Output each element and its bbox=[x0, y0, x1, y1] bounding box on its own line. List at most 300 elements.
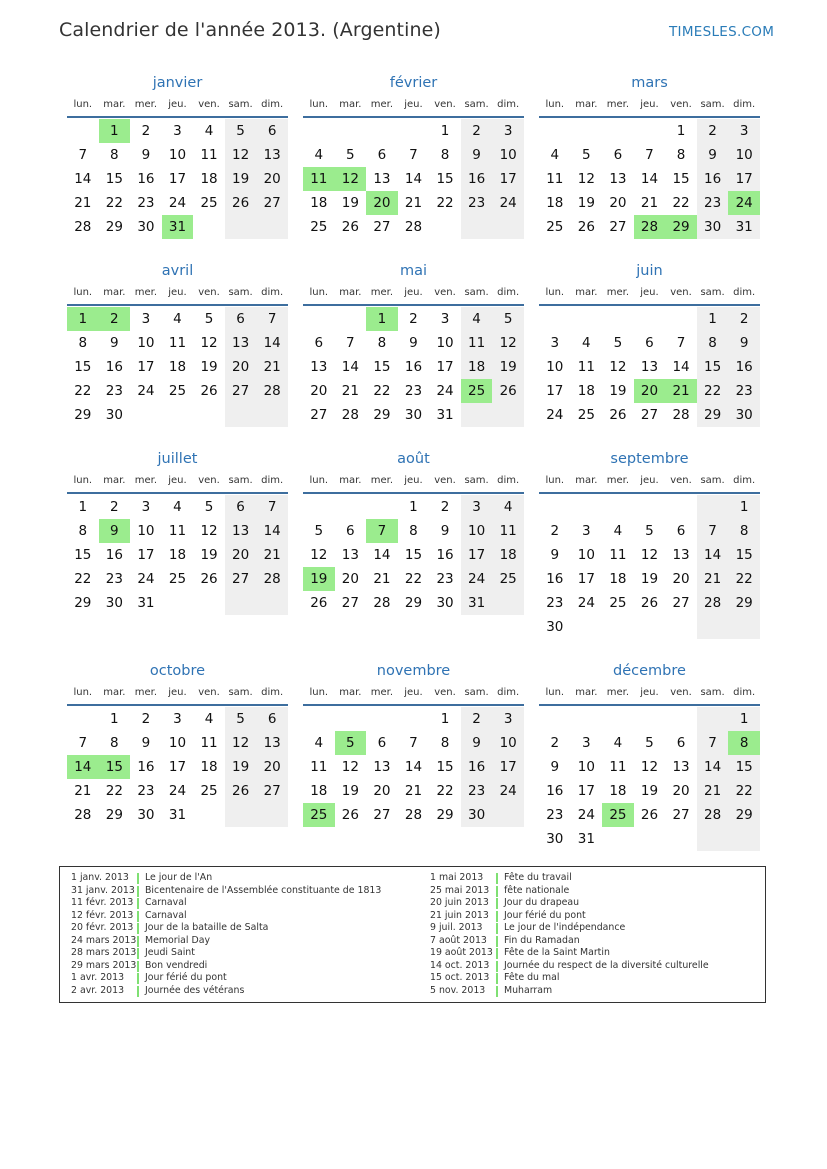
empty-cell bbox=[398, 707, 430, 731]
weekday-header bbox=[539, 282, 760, 304]
day-cell: 23 bbox=[461, 779, 493, 803]
month-name: septembre bbox=[610, 451, 689, 467]
day-cell: 12 bbox=[200, 335, 218, 351]
empty-cell bbox=[602, 707, 634, 731]
day-cell: 25 bbox=[577, 407, 595, 423]
weekday-label: mer. bbox=[370, 287, 394, 298]
empty-cell bbox=[303, 707, 335, 731]
day-cell: 26 bbox=[200, 383, 218, 399]
day-cell: 21 bbox=[74, 195, 92, 211]
weekday-label: mer. bbox=[134, 475, 158, 486]
day-cell: 30 bbox=[137, 219, 155, 235]
legend-holiday-name: Jour de la bataille de Salta bbox=[145, 922, 269, 933]
legend-holiday-name: Fête du mal bbox=[504, 972, 560, 983]
empty-cell bbox=[335, 307, 367, 331]
day-cell: 13 bbox=[341, 547, 359, 563]
day-cell: 4 bbox=[582, 335, 591, 351]
day-cell: 22 bbox=[74, 383, 92, 399]
day-cell: 26 bbox=[310, 595, 328, 611]
weekday-label: lun. bbox=[545, 99, 565, 110]
day-cell: 26 bbox=[609, 407, 627, 423]
day-cell: 10 bbox=[168, 147, 187, 163]
legend-marker bbox=[137, 923, 139, 934]
month-name: novembre bbox=[376, 663, 451, 679]
day-cell: 21 bbox=[404, 783, 423, 799]
month-name: juin bbox=[636, 263, 663, 279]
day-cell: 19 bbox=[640, 783, 659, 799]
legend-row bbox=[430, 910, 709, 923]
day-cell: 11 bbox=[303, 167, 335, 191]
day-cell: 19 bbox=[225, 755, 257, 779]
day-cell: 20 bbox=[672, 571, 690, 587]
day-cell: 12 bbox=[225, 731, 257, 755]
weekday-label: dim. bbox=[733, 287, 756, 298]
empty-cell bbox=[492, 803, 524, 827]
day-cell: 3 bbox=[173, 123, 182, 139]
weekday-header bbox=[303, 470, 524, 492]
day-cell: 23 bbox=[137, 195, 155, 211]
day-cell: 24 bbox=[137, 571, 155, 587]
day-cell: 27 bbox=[373, 807, 391, 823]
header-rule bbox=[303, 304, 524, 306]
day-cell: 27 bbox=[373, 219, 391, 235]
day-cell: 28 bbox=[404, 219, 423, 235]
legend-date: 5 nov. 2013 bbox=[430, 984, 486, 996]
day-cell: 3 bbox=[141, 499, 151, 515]
empty-cell bbox=[398, 119, 430, 143]
day-cell: 16 bbox=[697, 167, 729, 191]
day-cell: 18 bbox=[461, 355, 493, 379]
day-cell: 28 bbox=[697, 803, 729, 827]
day-cell: 20 bbox=[225, 543, 257, 567]
day-cell: 6 bbox=[676, 523, 686, 539]
day-cell: 11 bbox=[609, 759, 627, 775]
day-cell: 17 bbox=[492, 755, 524, 779]
weekday-label: ven. bbox=[434, 475, 456, 486]
legend-marker bbox=[496, 961, 498, 972]
empty-cell bbox=[634, 495, 666, 519]
day-cell: 9 bbox=[141, 735, 151, 751]
empty-cell bbox=[303, 307, 335, 331]
day-cell: 24 bbox=[168, 783, 187, 799]
legend-holiday-name: Fête du travail bbox=[504, 872, 572, 883]
day-cell: 17 bbox=[577, 783, 595, 799]
legend-marker bbox=[496, 873, 498, 884]
day-cell: 8 bbox=[110, 735, 119, 751]
day-cell: 5 bbox=[335, 731, 367, 755]
weekday-label: lun. bbox=[309, 475, 329, 486]
legend-date: 1 mai 2013 bbox=[430, 872, 484, 883]
day-cell: 11 bbox=[310, 759, 328, 775]
weekday-label: ven. bbox=[670, 287, 692, 298]
day-cell: 27 bbox=[256, 191, 288, 215]
weekday-label: mar. bbox=[575, 687, 598, 698]
day-cell: 9 bbox=[409, 335, 418, 351]
weekday-label: dim. bbox=[497, 287, 520, 298]
weekday-label: mar. bbox=[575, 99, 598, 110]
day-cell: 7 bbox=[256, 495, 288, 519]
day-cell: 9 bbox=[440, 523, 450, 539]
day-cell: 10 bbox=[168, 735, 187, 751]
weekday-label: mer. bbox=[606, 99, 630, 110]
day-cell: 21 bbox=[373, 571, 391, 587]
weekday-label: mar. bbox=[339, 687, 362, 698]
legend-holiday-name: Carnaval bbox=[145, 897, 187, 908]
day-cell: 28 bbox=[634, 215, 666, 239]
empty-cell bbox=[634, 307, 666, 331]
empty-cell bbox=[697, 495, 729, 519]
day-cell: 8 bbox=[78, 523, 88, 539]
legend-date: 12 févr. 2013 bbox=[71, 909, 134, 921]
day-cell: 20 bbox=[256, 755, 288, 779]
day-cell: 19 bbox=[640, 571, 659, 587]
day-cell: 9 bbox=[728, 331, 760, 355]
day-cell: 3 bbox=[550, 335, 560, 351]
weekday-label: dim. bbox=[261, 687, 284, 698]
day-cell: 14 bbox=[672, 359, 690, 375]
day-cell: 25 bbox=[200, 783, 218, 799]
weekday-label: mar. bbox=[575, 287, 598, 298]
day-cell: 29 bbox=[105, 807, 123, 823]
day-cell: 16 bbox=[461, 167, 493, 191]
day-cell: 22 bbox=[697, 379, 729, 403]
day-cell: 6 bbox=[377, 735, 387, 751]
day-cell: 27 bbox=[310, 407, 328, 423]
day-cell: 14 bbox=[404, 759, 423, 775]
day-cell: 1 bbox=[728, 495, 760, 519]
day-cell: 4 bbox=[173, 499, 182, 515]
day-cell: 20 bbox=[672, 783, 690, 799]
empty-cell bbox=[67, 119, 99, 143]
month-8 bbox=[539, 448, 760, 660]
day-cell: 30 bbox=[105, 407, 123, 423]
day-cell: 6 bbox=[377, 147, 387, 163]
legend-marker bbox=[137, 986, 139, 997]
empty-cell bbox=[335, 119, 367, 143]
day-cell: 25 bbox=[168, 571, 187, 587]
day-cell: 25 bbox=[546, 219, 564, 235]
legend-marker bbox=[137, 936, 139, 947]
day-cell: 7 bbox=[366, 519, 398, 543]
day-cell: 17 bbox=[137, 359, 155, 375]
empty-cell bbox=[256, 803, 288, 827]
day-cell: 23 bbox=[404, 383, 423, 399]
weekday-label: ven. bbox=[670, 475, 692, 486]
day-cell: 11 bbox=[461, 331, 493, 355]
day-cell: 20 bbox=[634, 379, 666, 403]
legend-date: 29 mars 2013 bbox=[71, 959, 137, 971]
day-cell: 3 bbox=[492, 707, 524, 731]
day-cell: 19 bbox=[341, 195, 359, 211]
legend-date: 9 juil. 2013 bbox=[430, 922, 483, 933]
weekday-label: mer. bbox=[134, 687, 158, 698]
legend-row bbox=[430, 897, 709, 910]
day-cell: 2 bbox=[697, 119, 729, 143]
legend-row bbox=[71, 885, 381, 898]
legend-holiday-name: Jour férié du pont bbox=[145, 972, 227, 983]
weekday-label: jeu. bbox=[640, 687, 659, 698]
day-cell: 16 bbox=[461, 755, 493, 779]
month-name: avril bbox=[161, 263, 194, 279]
day-cell: 5 bbox=[204, 499, 214, 515]
day-cell: 15 bbox=[74, 359, 92, 375]
weekday-label: ven. bbox=[198, 287, 220, 298]
day-cell: 17 bbox=[168, 171, 187, 187]
day-cell: 30 bbox=[697, 215, 729, 239]
day-cell: 26 bbox=[341, 219, 359, 235]
day-cell: 20 bbox=[341, 571, 359, 587]
legend-date: 25 mai 2013 bbox=[430, 884, 490, 896]
day-cell: 2 bbox=[141, 711, 151, 727]
day-cell: 29 bbox=[728, 803, 760, 827]
day-cell: 9 bbox=[99, 519, 131, 543]
day-cell: 30 bbox=[461, 803, 493, 827]
day-cell: 12 bbox=[640, 759, 659, 775]
day-cell: 1 bbox=[440, 711, 450, 727]
day-cell: 12 bbox=[609, 359, 627, 375]
day-cell: 12 bbox=[492, 331, 524, 355]
day-cell: 29 bbox=[74, 595, 92, 611]
weekday-label: jeu. bbox=[404, 687, 423, 698]
day-cell: 15 bbox=[99, 755, 131, 779]
month-4 bbox=[303, 260, 524, 448]
day-cell: 2 bbox=[550, 523, 560, 539]
weekday-label: dim. bbox=[261, 475, 284, 486]
day-cell: 16 bbox=[404, 359, 423, 375]
month-0 bbox=[67, 72, 288, 260]
weekday-label: mer. bbox=[134, 287, 158, 298]
day-cell: 18 bbox=[310, 195, 328, 211]
day-cell: 28 bbox=[404, 807, 423, 823]
legend-marker bbox=[496, 986, 498, 997]
day-cell: 6 bbox=[256, 707, 288, 731]
day-cell: 16 bbox=[546, 783, 564, 799]
legend-marker bbox=[137, 898, 139, 909]
legend-date: 21 juin 2013 bbox=[430, 909, 489, 921]
day-cell: 8 bbox=[110, 147, 119, 163]
day-cell: 10 bbox=[492, 731, 524, 755]
day-cell: 11 bbox=[492, 519, 524, 543]
day-cell: 30 bbox=[436, 595, 454, 611]
day-cell: 21 bbox=[74, 783, 92, 799]
day-cell: 10 bbox=[137, 523, 155, 539]
weekday-label: lun. bbox=[73, 687, 93, 698]
weekday-label: dim. bbox=[497, 687, 520, 698]
day-cell: 13 bbox=[256, 731, 288, 755]
legend-marker bbox=[496, 973, 498, 984]
day-cell: 14 bbox=[256, 519, 288, 543]
day-cell: 19 bbox=[225, 167, 257, 191]
day-cell: 5 bbox=[492, 307, 524, 331]
days-grid bbox=[67, 707, 288, 827]
day-cell: 4 bbox=[613, 735, 623, 751]
empty-cell bbox=[571, 307, 603, 331]
day-cell: 13 bbox=[225, 519, 257, 543]
month-6 bbox=[67, 448, 288, 636]
month-3 bbox=[67, 260, 288, 448]
day-cell: 31 bbox=[461, 591, 493, 615]
holiday-legend bbox=[59, 866, 766, 1003]
empty-cell bbox=[697, 827, 729, 851]
weekday-label: mar. bbox=[103, 475, 126, 486]
empty-cell bbox=[429, 215, 461, 239]
legend-row bbox=[430, 885, 709, 898]
day-cell: 5 bbox=[645, 735, 654, 751]
day-cell: 4 bbox=[314, 735, 324, 751]
legend-marker bbox=[496, 886, 498, 897]
day-cell: 13 bbox=[672, 759, 690, 775]
day-cell: 21 bbox=[640, 195, 659, 211]
empty-cell bbox=[193, 403, 225, 427]
day-cell: 7 bbox=[78, 735, 88, 751]
legend-holiday-name: Journée des vétérans bbox=[145, 984, 245, 996]
weekday-label: dim. bbox=[733, 475, 756, 486]
day-cell: 16 bbox=[546, 571, 564, 587]
legend-date: 14 oct. 2013 bbox=[430, 959, 490, 971]
weekday-label: mar. bbox=[103, 687, 126, 698]
days-grid bbox=[539, 307, 760, 427]
empty-cell bbox=[335, 707, 367, 731]
empty-cell bbox=[697, 707, 729, 731]
day-cell: 23 bbox=[728, 379, 760, 403]
legend-marker bbox=[496, 923, 498, 934]
day-cell: 27 bbox=[225, 567, 257, 591]
legend-holiday-name: Bicentenaire de l'Assemblée constituante de 1813 bbox=[145, 884, 382, 896]
weekday-label: mer. bbox=[606, 287, 630, 298]
day-cell: 10 bbox=[461, 519, 493, 543]
legend-marker bbox=[137, 961, 139, 972]
weekday-label: lun. bbox=[73, 99, 93, 110]
day-cell: 2 bbox=[461, 707, 493, 731]
day-cell: 21 bbox=[665, 379, 697, 403]
empty-cell bbox=[697, 615, 729, 639]
day-cell: 8 bbox=[377, 335, 387, 351]
empty-cell bbox=[539, 119, 571, 143]
day-cell: 20 bbox=[609, 195, 627, 211]
day-cell: 29 bbox=[665, 215, 697, 239]
day-cell: 29 bbox=[697, 403, 729, 427]
empty-cell bbox=[225, 215, 257, 239]
day-cell: 29 bbox=[74, 407, 92, 423]
weekday-label: mer. bbox=[370, 475, 394, 486]
weekday-label: sam. bbox=[464, 475, 489, 486]
empty-cell bbox=[728, 615, 760, 639]
day-cell: 8 bbox=[78, 335, 88, 351]
day-cell: 24 bbox=[137, 383, 155, 399]
day-cell: 5 bbox=[582, 147, 591, 163]
weekday-label: lun. bbox=[73, 475, 93, 486]
day-cell: 21 bbox=[256, 543, 288, 567]
day-cell: 6 bbox=[346, 523, 355, 539]
day-cell: 27 bbox=[609, 219, 627, 235]
weekday-label: mer. bbox=[134, 99, 158, 110]
legend-marker bbox=[496, 948, 498, 959]
empty-cell bbox=[225, 591, 257, 615]
day-cell: 9 bbox=[697, 143, 729, 167]
empty-cell bbox=[665, 307, 697, 331]
day-cell: 1 bbox=[440, 123, 450, 139]
empty-cell bbox=[539, 707, 571, 731]
day-cell: 24 bbox=[577, 807, 595, 823]
day-cell: 31 bbox=[728, 215, 760, 239]
day-cell: 31 bbox=[162, 215, 194, 239]
empty-cell bbox=[256, 591, 288, 615]
day-cell: 23 bbox=[105, 571, 123, 587]
header-rule bbox=[67, 704, 288, 706]
month-7 bbox=[303, 448, 524, 636]
empty-cell bbox=[461, 215, 493, 239]
weekday-label: ven. bbox=[198, 687, 220, 698]
day-cell: 7 bbox=[409, 147, 418, 163]
weekday-label: sam. bbox=[228, 687, 253, 698]
day-cell: 4 bbox=[550, 147, 560, 163]
header-rule bbox=[539, 704, 760, 706]
day-cell: 23 bbox=[105, 383, 123, 399]
day-cell: 22 bbox=[105, 783, 123, 799]
day-cell: 15 bbox=[404, 547, 423, 563]
day-cell: 16 bbox=[105, 547, 123, 563]
legend-marker bbox=[137, 911, 139, 922]
day-cell: 13 bbox=[640, 359, 659, 375]
legend-date: 2 avr. 2013 bbox=[71, 984, 125, 996]
day-cell: 17 bbox=[546, 383, 564, 399]
weekday-label: sam. bbox=[464, 99, 489, 110]
day-cell: 3 bbox=[440, 311, 450, 327]
day-cell: 13 bbox=[225, 331, 257, 355]
weekday-header bbox=[539, 470, 760, 492]
empty-cell bbox=[256, 403, 288, 427]
day-cell: 15 bbox=[105, 171, 123, 187]
day-cell: 3 bbox=[582, 735, 591, 751]
day-cell: 17 bbox=[461, 543, 493, 567]
weekday-label: dim. bbox=[733, 687, 756, 698]
day-cell: 23 bbox=[697, 191, 729, 215]
day-cell: 22 bbox=[404, 571, 423, 587]
day-cell: 23 bbox=[546, 807, 564, 823]
legend-row bbox=[430, 935, 709, 948]
day-cell: 3 bbox=[728, 119, 760, 143]
empty-cell bbox=[571, 495, 603, 519]
day-cell: 21 bbox=[404, 195, 423, 211]
day-cell: 20 bbox=[373, 783, 391, 799]
days-grid bbox=[303, 495, 524, 615]
day-cell: 4 bbox=[173, 311, 182, 327]
weekday-label: dim. bbox=[733, 99, 756, 110]
legend-date: 15 oct. 2013 bbox=[430, 972, 490, 983]
empty-cell bbox=[256, 215, 288, 239]
days-grid bbox=[303, 707, 524, 827]
brand-link[interactable]: TIMESLES.COM bbox=[669, 24, 775, 40]
weekday-label: lun. bbox=[73, 287, 93, 298]
legend-row bbox=[71, 897, 381, 910]
empty-cell bbox=[162, 591, 194, 615]
day-cell: 12 bbox=[577, 171, 595, 187]
day-cell: 6 bbox=[225, 495, 257, 519]
day-cell: 12 bbox=[310, 547, 328, 563]
day-cell: 14 bbox=[697, 543, 729, 567]
day-cell: 17 bbox=[137, 547, 155, 563]
empty-cell bbox=[571, 119, 603, 143]
day-cell: 18 bbox=[609, 571, 627, 587]
day-cell: 2 bbox=[99, 307, 131, 331]
day-cell: 30 bbox=[728, 403, 760, 427]
empty-cell bbox=[634, 707, 666, 731]
day-cell: 28 bbox=[256, 379, 288, 403]
weekday-label: jeu. bbox=[640, 287, 659, 298]
day-cell: 15 bbox=[436, 759, 454, 775]
legend-row bbox=[71, 985, 381, 998]
day-cell: 1 bbox=[366, 307, 398, 331]
